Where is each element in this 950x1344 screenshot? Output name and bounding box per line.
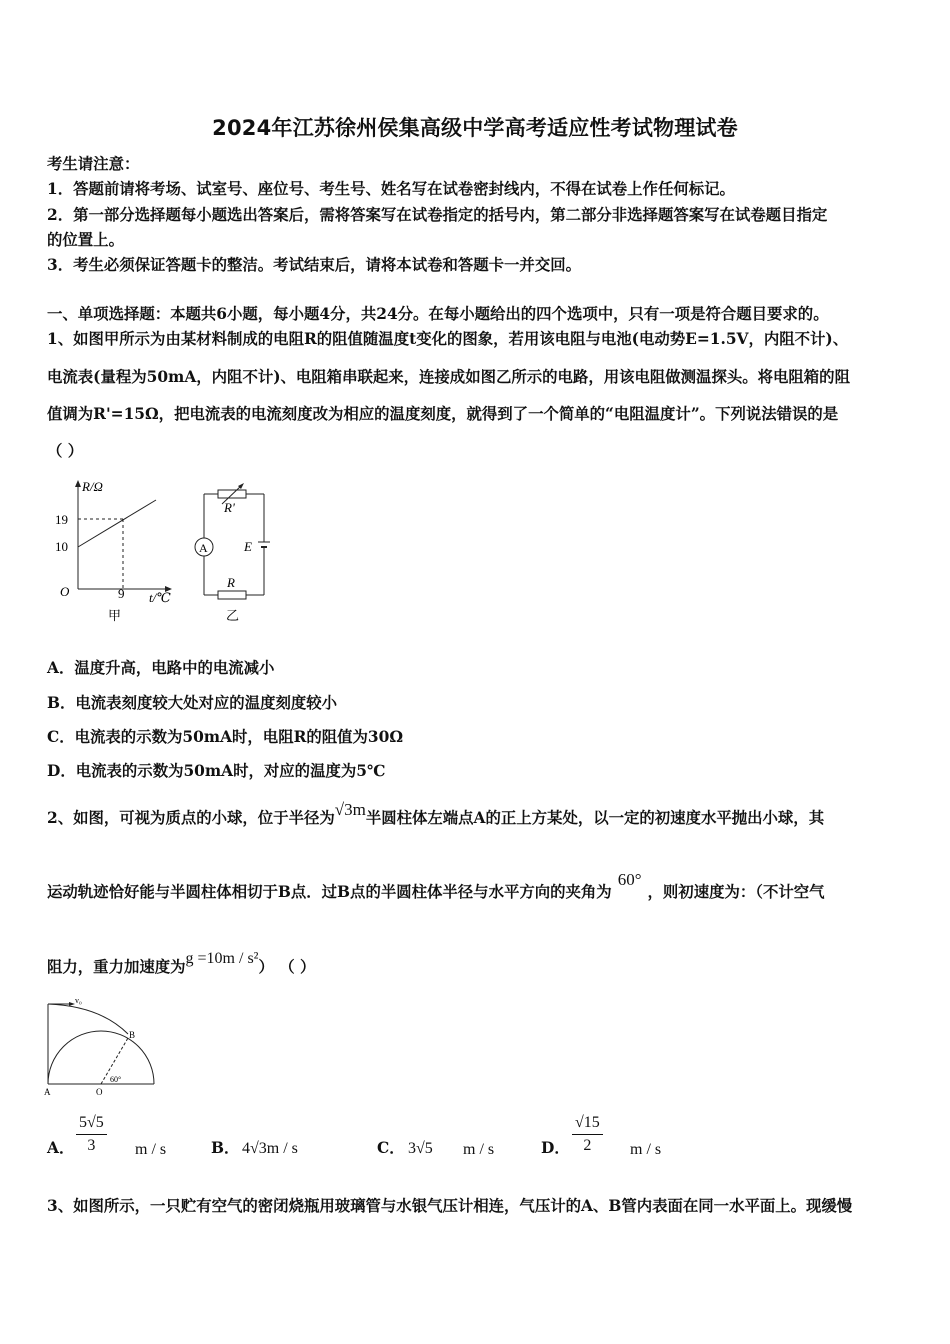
q1-option-a: A．温度升高，电路中的电流减小 bbox=[47, 659, 275, 677]
q1-option-b: B．电流表刻度较大处对应的温度刻度较小 bbox=[47, 694, 338, 712]
point-o: O bbox=[96, 1087, 103, 1097]
q2-option-c-unit: m / s bbox=[463, 1141, 495, 1158]
q2-option-d-num: √15 bbox=[572, 1112, 603, 1135]
q2-option-c-expr: 3√5 bbox=[408, 1140, 433, 1157]
q1-graph bbox=[55, 479, 172, 623]
notice-item-1: 1．答题前请将考场、试室号、座位号、考生号、姓名写在试卷密封线内，不得在试卷上作任何标记。 bbox=[47, 180, 735, 198]
q1-circuit bbox=[195, 483, 270, 623]
q2-option-a-unit: m / s bbox=[135, 1141, 167, 1158]
q3-line-1: 3、如图所示，一只贮有空气的密闭烧瓶用玻璃管与水银气压计相连，气压计的A、B管内表面在同一水平面上。现缓慢 bbox=[47, 1197, 853, 1215]
emf-label: E bbox=[244, 539, 252, 554]
q2-line-2 bbox=[47, 870, 825, 902]
angle-label: 60° bbox=[110, 1075, 122, 1084]
q2-radius: √3m bbox=[334, 800, 366, 819]
r-t-line bbox=[78, 500, 156, 547]
q2-option-b-expr: 4√3m / s bbox=[242, 1140, 298, 1157]
half-cylinder bbox=[48, 1031, 154, 1084]
graph-xlabel: t/℃ bbox=[149, 590, 171, 605]
q2-option-c-letter: C． bbox=[377, 1139, 405, 1157]
q2-option-d-den: 2 bbox=[583, 1137, 592, 1154]
q2-option-d-letter: D． bbox=[541, 1139, 570, 1157]
graph-xtick-9: 9 bbox=[118, 586, 125, 601]
q2-line-3a: 阻力，重力加速度为 bbox=[47, 958, 186, 976]
q1-figure bbox=[48, 474, 278, 626]
q2-angle: 60° bbox=[617, 870, 642, 889]
q2-line-3 bbox=[47, 950, 316, 977]
point-a: A bbox=[44, 1087, 51, 1097]
graph-caption: 甲 bbox=[108, 608, 122, 623]
notice-heading: 考生请注意： bbox=[47, 155, 140, 173]
section-heading: 一、单项选择题：本题共6小题，每小题4分，共24分。在每小题给出的四个选项中，只有一项是符合题目要求的。 bbox=[47, 305, 829, 323]
page-title: 2024年江苏徐州侯集高级中学高考适应性考试物理试卷 bbox=[212, 116, 738, 140]
q2-option-a-frac bbox=[76, 1112, 107, 1157]
notice-item-2-cont: 的位置上。 bbox=[47, 231, 124, 249]
q1-line-2: 电流表(量程为50mA，内阻不计)、电阻箱串联起来，连接成如图乙所示的电路，用该电阻做测温探头。将电阻箱的阻 bbox=[47, 368, 850, 386]
q1-line-4: （ ） bbox=[47, 442, 84, 460]
q2-line-1b: 半圆柱体左端点A的正上方某处，以一定的初速度水平抛出小球，其 bbox=[365, 809, 825, 827]
q2-line-3b: ） （ ） bbox=[258, 958, 316, 976]
q1-line-1: 1、如图甲所示为由某材料制成的电阻R的阻值随温度t变化的图象，若用该电阻与电池(电动势E=1.5V，内阻不计)、 bbox=[47, 330, 849, 348]
ammeter-label: A bbox=[199, 541, 208, 555]
q2-option-d-unit: m / s bbox=[630, 1141, 662, 1158]
graph-ylabel: R/Ω bbox=[82, 479, 103, 494]
notice-item-3: 3．考生必须保证答题卡的整洁。考试结束后，请将本试卷和答题卡一并交回。 bbox=[47, 256, 581, 274]
q2-option-a-num: 5√5 bbox=[76, 1112, 107, 1135]
q2-figure bbox=[40, 996, 165, 1098]
q2-option-b-letter: B． bbox=[211, 1139, 240, 1157]
q2-option-a-den: 3 bbox=[87, 1137, 96, 1154]
resistor-label: R bbox=[227, 575, 235, 590]
q1-line-3: 值调为R'=15Ω，把电流表的电流刻度改为相应的温度刻度，就得到了一个简单的“电阻温度计”。下列说法错误的是 bbox=[47, 405, 839, 423]
q2-line-2a: 运动轨迹恰好能与半圆柱体相切于B点．过B点的半圆柱体半径与水平方向的夹角为 bbox=[47, 883, 612, 901]
resistor-r bbox=[218, 591, 246, 599]
q2-gravity: g =10m / s² bbox=[185, 950, 259, 967]
v0-label: v₀ bbox=[75, 996, 82, 1005]
graph-ytick-19: 19 bbox=[55, 512, 68, 527]
q2-option-a-letter: A． bbox=[47, 1139, 75, 1157]
point-b: B bbox=[129, 1030, 136, 1040]
y-axis-arrow bbox=[75, 480, 81, 487]
q2-line-1 bbox=[47, 800, 825, 828]
q2-option-d-frac bbox=[572, 1112, 603, 1157]
notice-item-2: 2．第一部分选择题每小题选出答案后，需将答案写在试卷指定的括号内，第二部分非选择题答案写在试卷题目指定 bbox=[47, 206, 828, 224]
q1-option-c: C．电流表的示数为50mA时，电阻R的阻值为30Ω bbox=[47, 728, 404, 746]
rbox-label: R' bbox=[224, 500, 235, 515]
trajectory bbox=[48, 1004, 128, 1034]
graph-ytick-10: 10 bbox=[55, 539, 68, 554]
graph-origin: O bbox=[60, 584, 70, 599]
circuit-caption: 乙 bbox=[226, 608, 240, 623]
q1-option-d: D．电流表的示数为50mA时，对应的温度为5℃ bbox=[47, 762, 386, 780]
q2-line-1a: 2、如图，可视为质点的小球，位于半径为 bbox=[47, 809, 335, 827]
q2-line-2b: ，则初速度为：（不计空气 bbox=[647, 883, 825, 901]
